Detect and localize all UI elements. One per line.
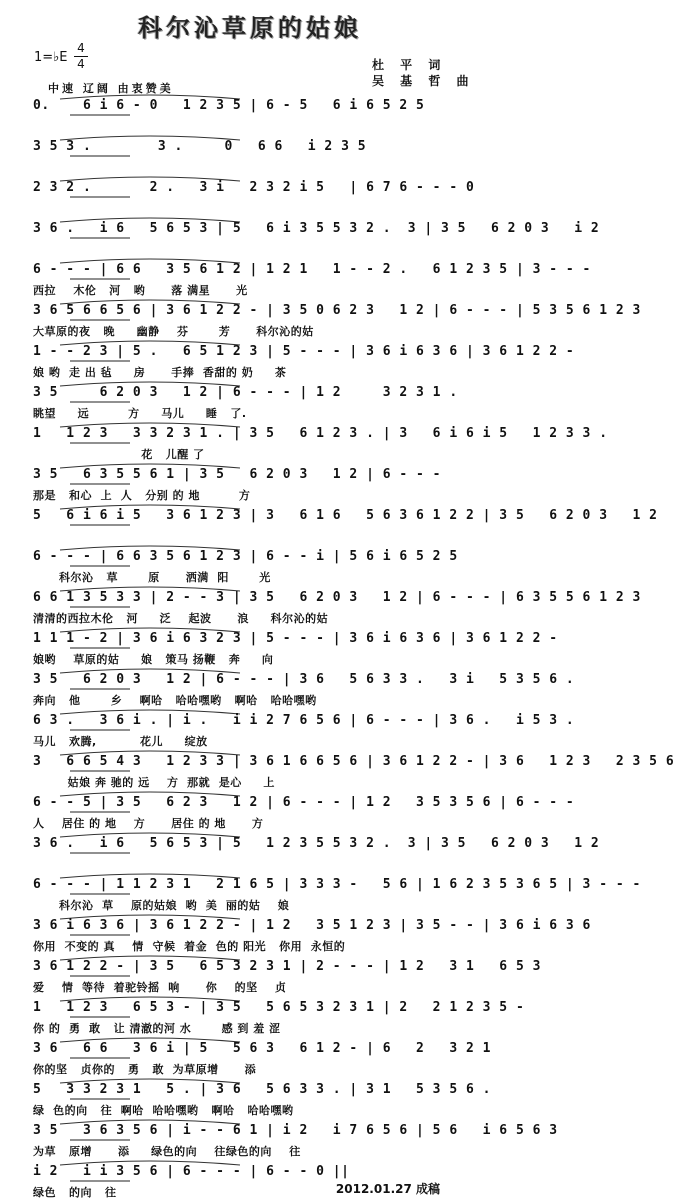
notation-row: 1 1 1 - 2 | 3 6 i 6 3 2 3 | 5 - - - | 3 6 i 6 3 6 | 3 6 1 2 2 - xyxy=(33,631,558,646)
time-signature xyxy=(74,42,88,71)
lyric-row: 娘哟 草原的姑 娘 策马 扬鞭 奔 向 xyxy=(33,653,274,666)
lyric-row: 你 的 勇 敢 让 清澈的河 水 感 到 羞 涩 xyxy=(33,1022,281,1035)
notation-row: 1 - - 2 3 | 5 . 6 5 1 2 3 | 5 - - - | 3 6 i 6 3 6 | 3 6 1 2 2 - xyxy=(33,344,575,359)
notation-row: 1 1 2 3 3 3 2 3 1 . | 3 5 6 1 2 3 . | 3 6 i 6 i 5 1 2 3 3 . xyxy=(33,426,608,441)
notation-row: 5 6 i 6 i 5 3 6 1 2 3 | 3 6 1 6 5 6 3 6 1 2 2 | 3 5 6 2 0 3 1 2 xyxy=(33,508,658,523)
lyric-row: 你的坚 贞你的 勇 敢 为草原增 添 xyxy=(33,1063,257,1076)
notation-row: 6 - - 5 | 3 5 6 2 3 1 2 | 6 - - - | 1 2 3 5 3 5 6 | 6 - - - xyxy=(33,795,575,810)
lyric-row: 为草 原增 添 绿色的向 往绿色的向 往 xyxy=(33,1145,301,1158)
notation-row: 5 3 3 2 3 1 5 . | 3 6 5 6 3 3 . | 3 1 5 3 5 6 . xyxy=(33,1082,491,1097)
lyricist: 杜 平 词 xyxy=(372,58,447,72)
notation-row: 6 - - - | 6 6 3 5 6 1 2 3 | 6 - - i | 5 6 i 6 5 2 5 xyxy=(33,549,458,564)
lyric-row: 你用 不变的 真 情 守候 着金 色的 阳光 你用 永恒的 xyxy=(33,940,346,953)
composer: 吴 基 哲 曲 xyxy=(372,74,475,88)
lyric-row: 马儿 欢腾, 花儿 绽放 xyxy=(33,735,208,748)
notation-row: 3 6 1 2 2 - | 3 5 6 5 3 2 3 1 | 2 - - - | 1 2 3 1 6 5 3 xyxy=(33,959,541,974)
lyric-row: 科尔沁 草 原 洒满 阳 光 xyxy=(33,571,271,584)
notation-row: 3 6 5 6 6 5 6 | 3 6 1 2 2 - | 3 5 0 6 2 3 1 2 | 6 - - - | 5 3 5 6 1 2 3 xyxy=(33,303,641,318)
notation-row: 3 5 3 . 3 . 0 6 6 i 2 3 5 xyxy=(33,139,367,154)
lyric-row: 人 居住 的 地 方 居住 的 地 方 xyxy=(33,817,264,830)
lyric-row: 姑娘 奔 驰的 远 方 那就 是心 上 xyxy=(33,776,275,789)
notation-row: 0. 6 i 6 - 0 1 2 3 5 | 6 - 5 6 i 6 5 2 5 xyxy=(33,98,425,113)
notation-row: 3 6 6 5 4 3 1 2 3 3 | 3 6 1 6 6 5 6 | 3 6 1 2 2 - | 3 6 1 2 3 2 3 5 6 xyxy=(33,754,674,769)
notation-row: 6 6 1 3 5 3 3 | 2 - - 3 | 3 5 6 2 0 3 1 2 | 6 - - - | 6 3 5 5 6 1 2 3 xyxy=(33,590,641,605)
lyric-row: 绿色 的向 往 xyxy=(33,1186,117,1199)
notation-row: 1 1 2 3 6 5 3 - | 3 5 5 6 5 3 2 3 1 | 2 2 1 2 3 5 - xyxy=(33,1000,525,1015)
lyric-row: 花 儿醒 了 xyxy=(33,448,205,461)
song-title: 科尔沁草原的姑娘 xyxy=(138,13,362,42)
notation-row: 3 6 . i 6 5 6 5 3 | 5 1 2 3 5 5 3 2 . 3 | 3 5 6 2 0 3 1 2 xyxy=(33,836,600,851)
meter-bottom: 4 xyxy=(77,57,85,71)
notation-row: 3 5 6 3 5 5 6 1 | 3 5 6 2 0 3 1 2 | 6 - - - xyxy=(33,467,442,482)
notation-row: 3 6 . i 6 5 6 5 3 | 5 6 i 3 5 5 3 2 . 3 | 3 5 6 2 0 3 i 2 xyxy=(33,221,600,236)
lyric-row: 那是 和心 上 人 分别 的 地 方 xyxy=(33,489,251,502)
meter-top: 4 xyxy=(77,41,85,55)
lyric-row: 科尔沁 草 原的姑娘 哟 美 丽的姑 娘 xyxy=(33,899,290,912)
lyric-row: 大草原的夜 晚 幽静 芬 芳 科尔沁的姑 xyxy=(33,325,314,338)
notation-row: 3 5 3 6 3 5 6 | i - - 6 1 | i 2 i 7 6 5 6 | 5 6 i 6 5 6 3 xyxy=(33,1123,558,1138)
notation-row: 6 - - - | 6 6 3 5 6 1 2 | 1 2 1 1 - - 2 . 6 1 2 3 5 | 3 - - - xyxy=(33,262,591,277)
lyric-row: 娘 哟 走 出 毡 房 手捧 香甜的 奶 茶 xyxy=(33,366,287,379)
notation-row: 2 3 2 . 2 . 3 i 2 3 2 i 5 | 6 7 6 - - - 0 xyxy=(33,180,475,195)
lyric-row: 奔向 他 乡 啊哈 哈哈嘿哟 啊哈 哈哈嘿哟 xyxy=(33,694,317,707)
lyric-row: 绿 色的向 往 啊哈 哈哈嘿哟 啊哈 哈哈嘿哟 xyxy=(33,1104,294,1117)
notation-row: i 2 i i 3 5 6 | 6 - - - | 6 - - 0 || xyxy=(33,1164,350,1179)
key-signature: 1=♭E xyxy=(34,50,68,65)
lyric-row: 眺望 远 方 马儿 睡 了. xyxy=(33,407,247,420)
notation-row: 3 6 i 6 3 6 | 3 6 1 2 2 - | 1 2 3 5 1 2 3 | 3 5 - - | 3 6 i 6 3 6 xyxy=(33,918,591,933)
notation-row: 6 3 . 3 6 i . | i . i i 2 7 6 5 6 | 6 - - - | 3 6 . i 5 3 . xyxy=(33,713,575,728)
notation-row: 3 5 6 2 0 3 1 2 | 6 - - - | 1 2 3 2 3 1 . xyxy=(33,385,458,400)
completion-date: 2012.01.27 成稿 xyxy=(335,1182,440,1196)
notation-row: 6 - - - | 1 1 2 3 1 2 1 6 5 | 3 3 3 - 5 6 | 1 6 2 3 5 3 6 5 | 3 - - - xyxy=(33,877,641,892)
notation-row: 3 6 6 6 3 6 i | 5 5 6 3 6 1 2 - | 6 2 3 2 1 xyxy=(33,1041,491,1056)
notation-row: 3 5 6 2 0 3 1 2 | 6 - - - | 3 6 5 6 3 3 . 3 i 5 3 5 6 . xyxy=(33,672,575,687)
lyric-row: 西拉 木伦 河 哟 落 满星 光 xyxy=(33,284,248,297)
lyric-row: 爱 情 等待 着驼铃摇 响 你 的坚 贞 xyxy=(33,981,287,994)
lyric-row: 清清的西拉木伦 河 泛 起波 浪 科尔沁的姑 xyxy=(33,612,329,625)
tempo-marking: 中速 辽阔 由衷赞美 xyxy=(48,82,174,95)
